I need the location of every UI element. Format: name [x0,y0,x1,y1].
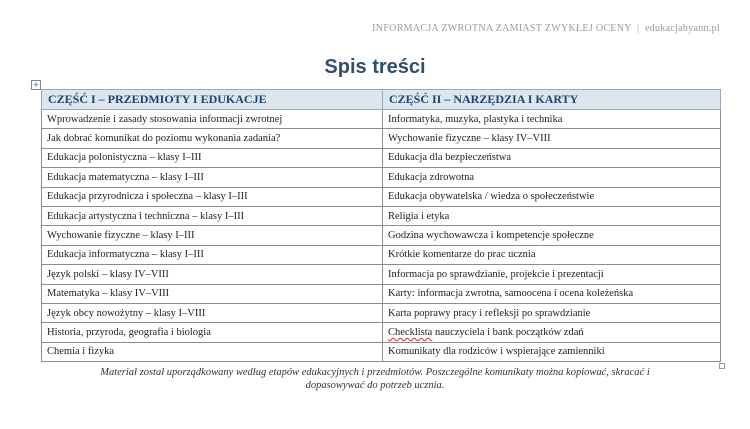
table-cell-part-2: Edukacja zdrowotna [383,168,721,187]
page-title: Spis treści [324,56,426,78]
table-cell-part-1: Język polski – klasy IV–VIII [42,265,383,284]
table-cell-part-2: Godzina wychowawcza i kompetencje społeczne [383,226,721,245]
table-cell-part-1: Matematyka – klasy IV–VIII [42,284,383,303]
footer-note [40,366,710,392]
table-row [42,226,721,245]
table-move-handle-icon[interactable]: + [32,80,40,89]
table-row [42,284,721,303]
table-cell-part-2: Informatyka, muzyka, plastyka i technika [383,110,721,129]
table-row [42,206,721,225]
page-header [372,23,720,34]
table-cell-part-2: Edukacja obywatelska / wiedza o społeczeństwie [383,187,721,206]
table-row [42,265,721,284]
table-row [42,303,721,322]
table-cell-part-1: Edukacja polonistyczna – klasy I–III [42,148,383,167]
table-row [42,342,721,361]
table-cell-part-2: Informacja po sprawdzianie, projekcie i prezentacji [383,265,721,284]
table-cell-part-1: Chemia i fizyka [42,342,383,361]
column-header-part-2: CZĘŚĆ II – NARZĘDZIA I KARTY [383,90,721,110]
table-cell-part-1: Wprowadzenie i zasady stosowania informacji zwrotnej [42,110,383,129]
contents-table [41,89,721,362]
table-cell-part-1: Język obcy nowożytny – klasy I–VIII [42,303,383,322]
table-cell-part-2: Komunikaty dla rodziców i wspierające zamienniki [383,342,721,361]
table-cell-part-2: Karty: informacja zwrotna, samoocena i ocena koleżeńska [383,284,721,303]
table-row [42,168,721,187]
table-row [42,129,721,148]
table-cell-part-1: Edukacja informatyczna – klasy I–III [42,245,383,264]
table-resize-handle[interactable] [719,363,725,369]
column-header-part-1: CZĘŚĆ I – PRZEDMIOTY I EDUKACJE [42,90,383,110]
table-row [42,245,721,264]
table-row [42,323,721,342]
table-row [42,187,721,206]
footer-line-2: dopasowywać do potrzeb ucznia. [305,380,445,391]
header-text: INFORMACJA ZWROTNA ZAMIAST ZWYKŁEJ OCENY [372,23,632,34]
header-separator: | [637,23,640,34]
table-cell-part-1: Jak dobrać komunikat do poziomu wykonania zadania? [42,129,383,148]
table-cell-part-1: Edukacja matematyczna – klasy I–III [42,168,383,187]
table-row [42,110,721,129]
table-cell-part-2: Checklista nauczyciela i bank początków zdań [383,323,721,342]
table-cell-part-2: Edukacja dla bezpieczeństwa [383,148,721,167]
table-cell-part-1: Historia, przyroda, geografia i biologia [42,323,383,342]
table-header-row [42,90,721,110]
table-cell-part-2: Karta poprawy pracy i refleksji po sprawdzianie [383,303,721,322]
table-cell-part-2: Wychowanie fizyczne – klasy IV–VIII [383,129,721,148]
table-cell-part-2: Krótkie komentarze do prac ucznia [383,245,721,264]
table-cell-part-2: Religia i etyka [383,206,721,225]
footer-line-1: Materiał został uporządkowany według etapów edukacyjnych i przedmiotów. Poszczególne komunikaty można kopiować, skracać i [100,367,650,378]
table-cell-part-1: Edukacja artystyczna i techniczna – klasy I–III [42,206,383,225]
header-site: edukacjabyann.pl [644,23,720,34]
table-row [42,148,721,167]
table-cell-part-1: Edukacja przyrodnicza i społeczna – klasy I–III [42,187,383,206]
table-cell-part-1: Wychowanie fizyczne – klasy I–III [42,226,383,245]
